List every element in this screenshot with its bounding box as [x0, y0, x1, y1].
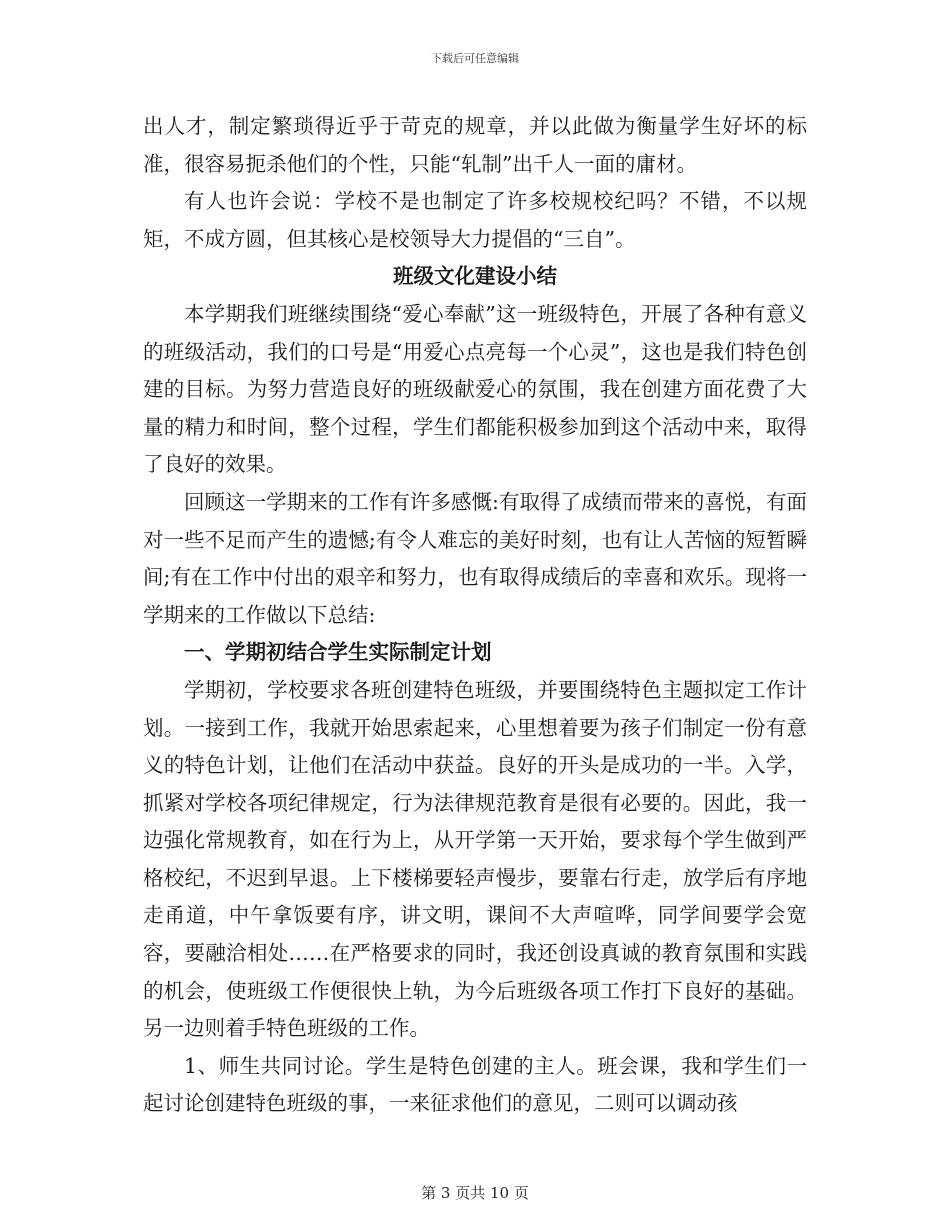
page-header: 下载后可任意编辑: [431, 52, 519, 65]
paragraph: 出人才，制定繁琐得近乎于苛克的规章，并以此做为衡量学生好坏的标准，很容易扼杀他们的个性，只能“轧制”出千人一面的庸材。: [143, 114, 807, 176]
paragraph: 回顾这一学期来的工作有许多感慨:有取得了成绩而带来的喜悦，有面对一些不足而产生的遗憾;有令人难忘的美好时刻，也有让人苦恼的短暂瞬间;有在工作中付出的艰辛和努力，也有取得成绩后的幸喜和欢乐。现将一学期来的工作做以下总结:: [143, 489, 807, 627]
paragraph: 1、师生共同讨论。学生是特色创建的主人。班会课，我和学生们一起讨论创建特色班级的事，一来征求他们的意见，二则可以调动孩: [143, 1053, 807, 1116]
section-heading: 一、学期初结合学生实际制定计划: [184, 640, 492, 665]
page-footer: 第 3 页共 10 页: [421, 1184, 529, 1202]
paragraph: 本学期我们班继续围绕“爱心奉献”这一班级特色，开展了各种有意义的班级活动，我们的口号是“用爱心点亮每一个心灵”，这也是我们特色创建的目标。为努力营造良好的班级献爱心的氛围，我在创建方面花费了大量的精力和时间，整个过程，学生们都能积极参加到这个活动中来，取得了良好的效果。: [143, 301, 807, 477]
paragraph: 有人也许会说：学校不是也制定了许多校规校纪吗？不错，不以规矩，不成方圆，但其核心是校领导大力提倡的“三自”。: [143, 189, 807, 251]
document-body: [143, 108, 807, 1123]
paragraph: 学期初，学校要求各班创建特色班级，并要围绕特色主题拟定工作计划。一接到工作，我就开始思索起来，心里想着要为孩子们制定一份有意义的特色计划，让他们在活动中获益。良好的开头是成功的一半。入学，抓紧对学校各项纪律规定，行为法律规范教育是很有必要的。因此，我一边强化常规教育，如在行为上，从开学第一天开始，要求每个学生做到严格校纪，不迟到早退。上下楼梯要轻声慢步，要靠右行走，放学后有序地走甬道，中午拿饭要有序，讲文明，课间不大声喧哗，同学间要学会宽容，要融洽相处……在严格要求的同时，我还创设真诚的教育氛围和实践的机会，使班级工作便很快上轨，为今后班级各项工作打下良好的基础。另一边则着手特色班级的工作。: [143, 677, 807, 1041]
document-title: 班级文化建设小结: [393, 264, 557, 289]
